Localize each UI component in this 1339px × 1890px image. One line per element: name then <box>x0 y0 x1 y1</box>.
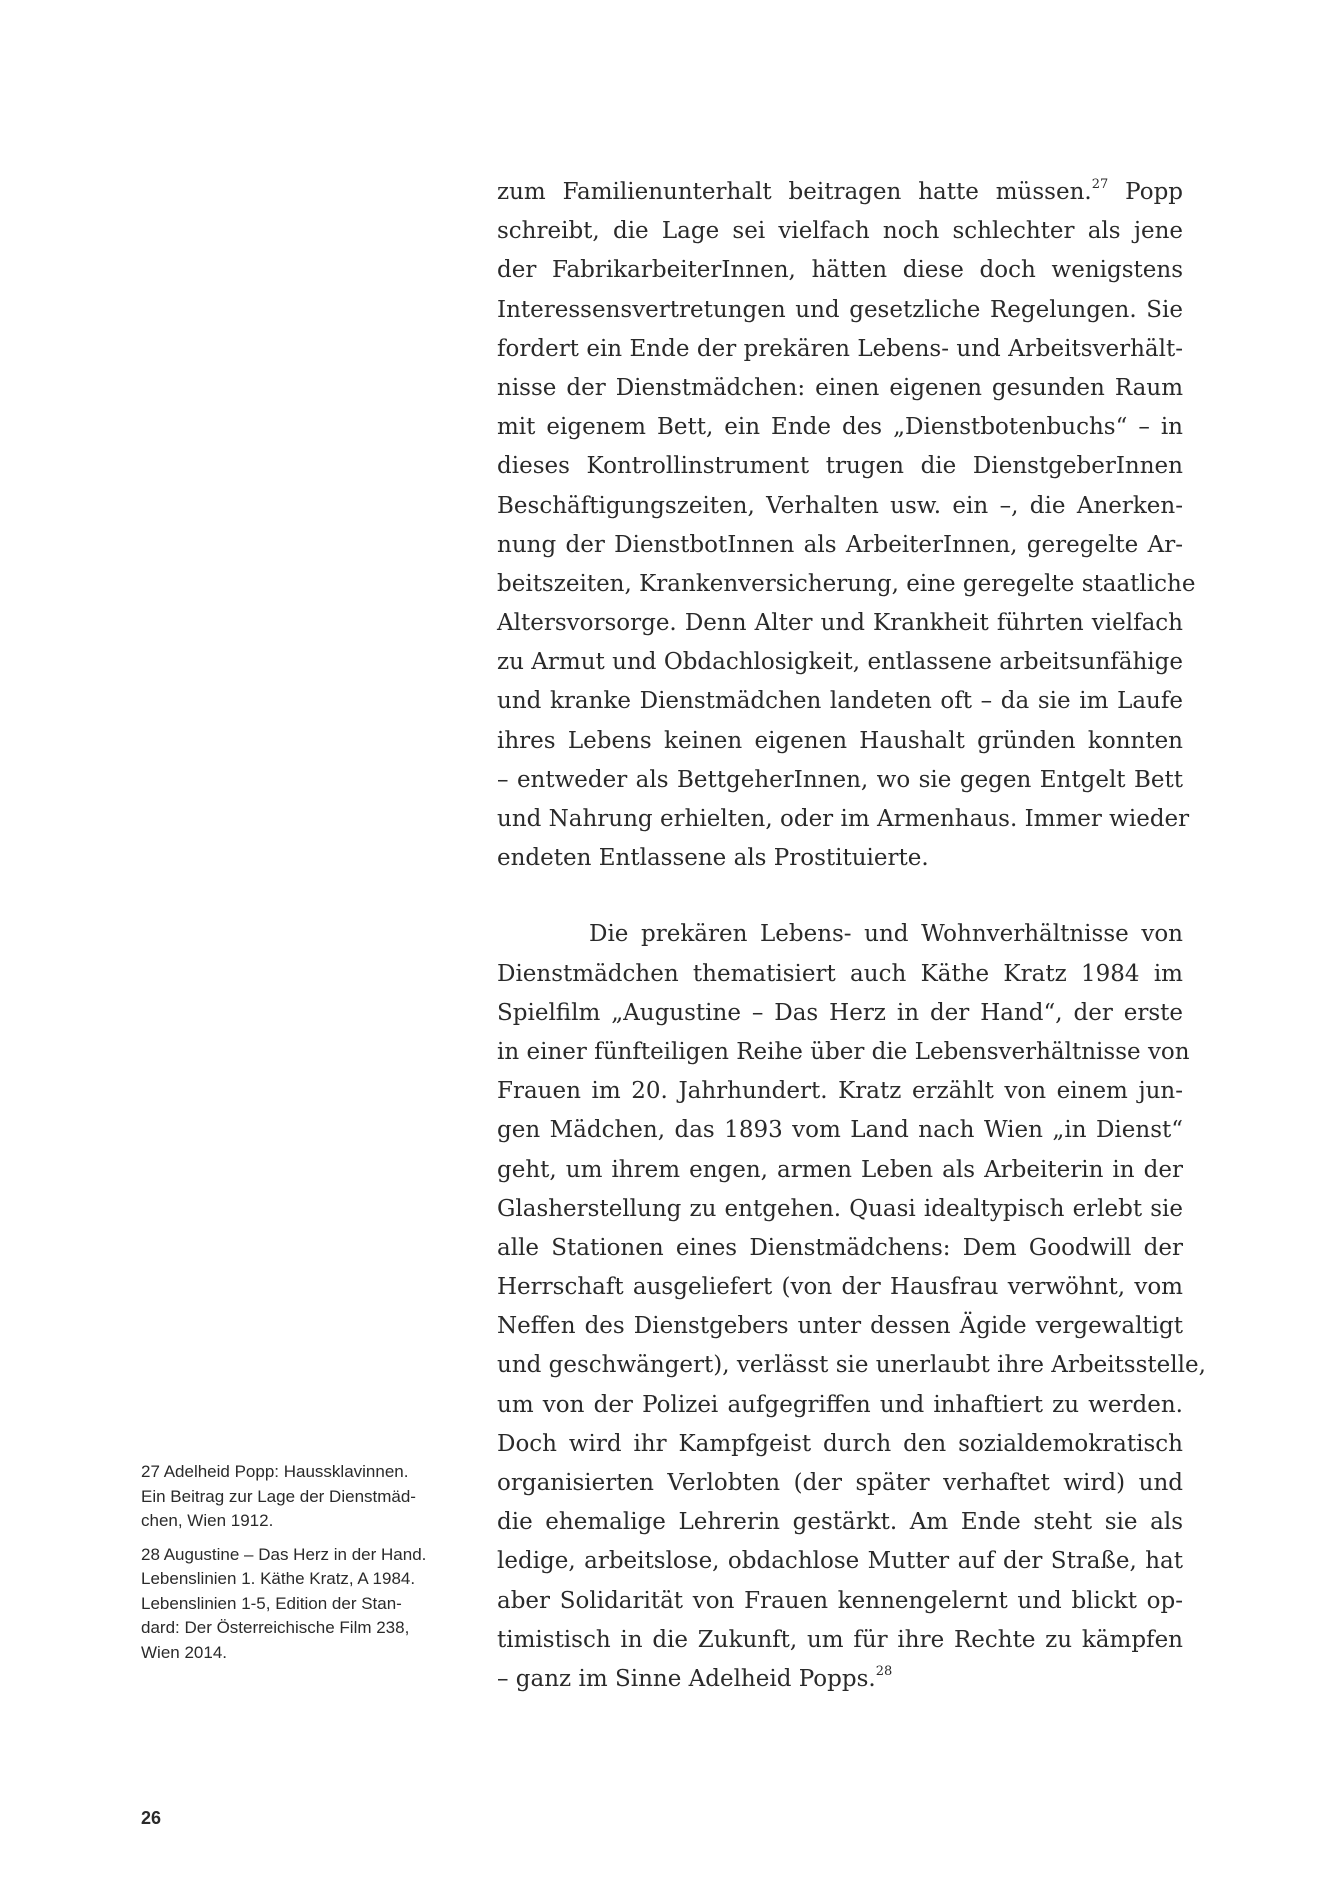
footnote-27 <box>141 1460 471 1534</box>
text-line: beitszeiten, Krankenversicherung, eine geregelte staatliche <box>497 570 1196 597</box>
text-line: Frauen im 20. Jahrhundert. Kratz erzählt von einem jun- <box>497 1078 1183 1105</box>
text-line: Doch wird ihr Kampfgeist durch den sozialdemokratisch <box>497 1430 1183 1457</box>
footnote-line: Lebenslinien 1-5, Edition der Stan- <box>141 1593 402 1613</box>
text-line: Interessensvertretungen und gesetzliche Regelungen. Sie <box>497 296 1183 323</box>
text-line: ihres Lebens keinen eigenen Haushalt gründen konnten <box>497 727 1183 754</box>
text-line: alle Stationen eines Dienstmädchens: Dem Goodwill der <box>497 1234 1183 1261</box>
text-line: und Nahrung erhielten, oder im Armenhaus. Immer wieder <box>497 806 1190 832</box>
text-line: um von der Polizei aufgegriffen und inhaftiert zu werden. <box>497 1391 1183 1418</box>
text-line: aber Solidarität von Frauen kennengelernt und blickt op- <box>497 1587 1183 1614</box>
footnote-line: 28 Augustine – Das Herz in der Hand. <box>141 1544 427 1564</box>
text-line: Neffen des Dienstgebers unter dessen Ägide vergewaltigt <box>497 1313 1183 1340</box>
text-line: Beschäftigungszeiten, Verhalten usw. ein –, die Anerken- <box>497 492 1183 519</box>
text-line: organisierten Verlobten (der später verhaftet wird) und <box>497 1470 1183 1496</box>
text-line: Glasherstellung zu entgehen. Quasi idealtypisch erlebt sie <box>497 1195 1183 1222</box>
text-line: – entweder als BettgeherInnen, wo sie gegen Entgelt Bett <box>497 766 1183 793</box>
text-line: der FabrikarbeiterInnen, hätten diese doch wenigstens <box>497 257 1183 284</box>
text-line: geht, um ihrem engen, armen Leben als Arbeiterin in der <box>497 1156 1183 1183</box>
text-line: zu Armut und Obdachlosigkeit, entlassene arbeitsunfähige <box>497 649 1183 676</box>
text-line: mit eigenem Bett, ein Ende des „Dienstbotenbuchs“ – in <box>497 414 1183 441</box>
paragraph-1 <box>497 173 1196 878</box>
text-line: gen Mädchen, das 1893 vom Land nach Wien „in Dienst“ <box>497 1117 1183 1144</box>
footnote-line: Ein Beitrag zur Lage der Dienstmäd- <box>141 1486 416 1506</box>
text-line: nisse der Dienstmädchen: einen eigenen gesunden Raum <box>497 374 1183 401</box>
text-line: in einer fünfteiligen Reihe über die Lebensverhältnisse von <box>497 1038 1190 1065</box>
text-line: nung der DienstbotInnen als ArbeiterInnen, geregelte Ar- <box>497 531 1183 558</box>
text-line: schreibt, die Lage sei vielfach noch schlechter als jene <box>497 218 1183 245</box>
text-line: ledige, arbeitslose, obdachlose Mutter auf der Straße, hat <box>497 1548 1183 1575</box>
paragraph-spacer <box>497 878 1183 915</box>
text-line: timistisch in die Zukunft, um für ihre Rechte zu kämpfen <box>497 1626 1183 1653</box>
page-number: 26 <box>141 1808 162 1828</box>
footnote-marker-28[interactable]: 28 <box>875 1664 893 1680</box>
text-line-content: zum Familienunterhalt beitragen hatte müssen. <box>497 179 1092 205</box>
footnote-line: dard: Der Österreichische Film 238, <box>141 1618 410 1637</box>
text-line <box>497 1660 1183 1699</box>
main-text-column <box>497 173 1206 1699</box>
footnotes-column <box>141 1460 471 1674</box>
text-line: Altersvorsorge. Denn Alter und Krankheit führten vielfach <box>497 610 1183 637</box>
footnote-line: Wien 2014. <box>141 1642 227 1662</box>
text-line: Dienstmädchen thematisiert auch Käthe Kratz 1984 im <box>497 960 1183 987</box>
text-line: dieses Kontrollinstrument trugen die DienstgeberInnen <box>497 453 1183 480</box>
text-line <box>497 173 1183 212</box>
text-line: Die prekären Lebens- und Wohnverhältnisse von <box>589 921 1183 948</box>
footnote-marker-27[interactable]: 27 <box>1091 177 1109 193</box>
text-line: und geschwängert), verlässt sie unerlaubt ihre Arbeitsstelle, <box>497 1352 1206 1379</box>
text-line: und kranke Dienstmädchen landeten oft – da sie im Laufe <box>497 688 1183 715</box>
text-line: fordert ein Ende der prekären Lebens- und Arbeitsverhält- <box>497 335 1183 362</box>
text-line-content: Popp <box>1125 179 1184 205</box>
text-line: endeten Entlassene als Prostituierte. <box>497 845 929 872</box>
footnote-28 <box>141 1543 471 1666</box>
text-line: die ehemalige Lehrerin gestärkt. Am Ende steht sie als <box>497 1509 1183 1536</box>
text-line: Herrschaft ausgeliefert (von der Hausfrau verwöhnt, vom <box>497 1274 1183 1301</box>
footnote-line: chen, Wien 1912. <box>141 1511 274 1530</box>
text-line-content: – ganz im Sinne Adelheid Popps. <box>497 1665 876 1692</box>
footnote-line: 27 Adelheid Popp: Haussklavinnen. <box>141 1462 409 1481</box>
footnote-line: Lebenslinien 1. Käthe Kratz, A 1984. <box>141 1569 416 1588</box>
text-line: Spielfilm „Augustine – Das Herz in der Hand“, der erste <box>497 999 1183 1026</box>
paragraph-2 <box>497 915 1206 1699</box>
